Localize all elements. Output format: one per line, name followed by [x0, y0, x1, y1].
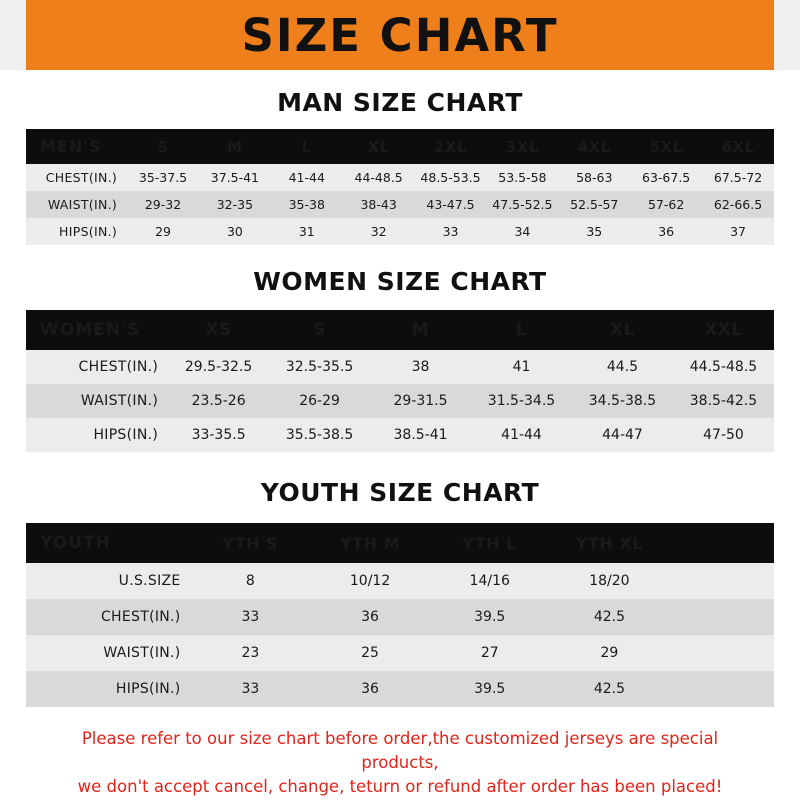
column-header: 4XL [577, 137, 611, 156]
table-header-row [26, 523, 774, 563]
table-cell: 23.5-26 [191, 393, 246, 409]
table-cell: 39.5 [474, 609, 506, 625]
row-label: WAIST(IN.) [103, 645, 181, 661]
column-header: YTH S [222, 533, 279, 553]
footer-note [26, 727, 774, 799]
column-header: XS [205, 320, 232, 340]
table-cell: 29-31.5 [393, 393, 448, 409]
footer-note-line-2: we don't accept cancel, change, teturn or refund after order has been placed! [77, 776, 723, 796]
column-header: S [157, 137, 169, 156]
column-header: 3XL [505, 137, 539, 156]
table-cell: 10/12 [349, 573, 391, 589]
table-cell: 33 [241, 609, 260, 625]
table-row [26, 563, 774, 599]
column-header: MEN'S [40, 137, 102, 156]
man-section-title: MAN SIZE CHART [277, 88, 523, 117]
table-cell: 38-43 [360, 197, 397, 212]
page-title: SIZE CHART [241, 8, 559, 62]
table-cell: 31 [298, 224, 315, 239]
page-header [0, 0, 800, 70]
column-header: XXL [704, 320, 743, 340]
column-header: WOMEN'S [40, 320, 141, 340]
table-cell: 36 [658, 224, 675, 239]
table-cell-spacer [669, 599, 774, 635]
table-cell: 14/16 [469, 573, 510, 589]
table-cell: 30 [226, 224, 243, 239]
table-cell: 35-37.5 [138, 170, 188, 185]
column-header: YOUTH [40, 533, 111, 553]
table-cell: 48.5-53.5 [420, 170, 481, 185]
table-cell: 67.5-72 [713, 170, 763, 185]
table-cell: 62-66.5 [713, 197, 763, 212]
table-cell: 32-35 [216, 197, 254, 212]
table-cell: 38.5-41 [393, 427, 448, 443]
table-row [26, 384, 774, 418]
table-cell: 33 [442, 224, 459, 239]
table-cell: 38.5-42.5 [689, 393, 758, 409]
column-header-spacer [669, 523, 774, 563]
table-row [26, 164, 774, 191]
table-cell: 29-32 [144, 197, 182, 212]
row-label: CHEST(IN.) [45, 170, 118, 185]
table-row [26, 191, 774, 218]
column-header: M [411, 320, 430, 340]
table-cell: 44.5 [606, 359, 639, 375]
table-header-row [26, 310, 774, 350]
column-header: YTH L [462, 533, 517, 553]
table-cell: 29 [155, 224, 171, 239]
table-cell: 18/20 [589, 573, 630, 589]
table-cell: 41 [512, 359, 531, 375]
column-header: M [227, 137, 243, 156]
column-header: 5XL [649, 137, 683, 156]
youth-size-table [26, 523, 774, 707]
column-header: XL [609, 320, 635, 340]
header-edge-right [774, 0, 800, 70]
table-cell: 33-35.5 [191, 427, 246, 443]
table-cell: 47-50 [703, 427, 744, 443]
table-cell: 29.5-32.5 [184, 359, 253, 375]
table-cell: 36 [361, 681, 379, 697]
table-cell: 35 [586, 224, 603, 239]
table-cell: 44-48.5 [354, 170, 403, 185]
table-cell: 63-67.5 [642, 170, 691, 185]
row-label: CHEST(IN.) [100, 609, 181, 625]
row-label: U.S.SIZE [118, 573, 181, 589]
column-header: YTH XL [575, 533, 643, 553]
youth-section-title: YOUTH SIZE CHART [260, 478, 540, 507]
table-row [26, 350, 774, 384]
table-cell: 23 [241, 645, 260, 661]
row-label: HIPS(IN.) [59, 224, 118, 239]
column-header: 6XL [721, 137, 755, 156]
table-cell: 42.5 [593, 609, 625, 625]
column-header: YTH M [340, 533, 400, 553]
column-header: L [301, 137, 312, 156]
table-cell: 31.5-34.5 [487, 393, 556, 409]
table-cell: 27 [480, 645, 499, 661]
table-cell: 39.5 [474, 681, 506, 697]
table-cell: 37 [730, 224, 746, 239]
table-cell: 44.5-48.5 [689, 359, 758, 375]
table-cell-spacer [669, 635, 774, 671]
table-cell: 34.5-38.5 [588, 393, 657, 409]
table-cell: 33 [241, 681, 260, 697]
column-header: 2XL [433, 137, 468, 156]
table-cell: 52.5-57 [570, 197, 619, 212]
table-cell: 44-47 [602, 427, 643, 443]
table-cell: 32 [370, 224, 387, 239]
table-cell: 58-63 [576, 170, 613, 185]
row-label: WAIST(IN.) [80, 393, 159, 409]
page-content [0, 88, 800, 799]
table-cell: 42.5 [593, 681, 625, 697]
table-cell: 26-29 [299, 393, 340, 409]
table-cell: 35.5-38.5 [285, 427, 354, 443]
table-cell: 41-44 [288, 170, 325, 185]
table-cell: 34 [514, 224, 531, 239]
column-header: XL [367, 137, 390, 156]
table-cell: 43-47.5 [426, 197, 475, 212]
row-label: WAIST(IN.) [47, 197, 118, 212]
row-label: CHEST(IN.) [78, 359, 159, 375]
man-size-table [26, 129, 774, 245]
row-label: HIPS(IN.) [115, 681, 181, 697]
table-cell: 25 [361, 645, 379, 661]
table-cell: 37.5-41 [210, 170, 260, 185]
table-cell: 53.5-58 [498, 170, 547, 185]
column-header: L [515, 320, 528, 340]
table-cell: 36 [361, 609, 379, 625]
table-cell: 41-44 [501, 427, 542, 443]
table-row [26, 599, 774, 635]
table-cell: 8 [245, 573, 255, 589]
column-header: S [313, 320, 326, 340]
footer-note-line-1: Please refer to our size chart before order,the customized jerseys are special products, [81, 729, 719, 772]
table-row [26, 418, 774, 452]
table-row [26, 218, 774, 245]
table-cell: 38 [411, 359, 430, 375]
table-cell: 47.5-52.5 [492, 197, 553, 212]
table-cell: 29 [600, 645, 619, 661]
table-cell: 32.5-35.5 [285, 359, 354, 375]
table-header-row [26, 129, 774, 164]
table-row [26, 671, 774, 707]
table-cell: 35-38 [288, 197, 325, 212]
row-label: HIPS(IN.) [93, 427, 159, 443]
table-cell-spacer [669, 563, 774, 599]
header-edge-left [0, 0, 26, 70]
table-cell-spacer [669, 671, 774, 707]
table-cell: 57-62 [647, 197, 685, 212]
women-size-table [26, 310, 774, 452]
table-row [26, 635, 774, 671]
women-section-title: WOMEN SIZE CHART [253, 267, 547, 296]
